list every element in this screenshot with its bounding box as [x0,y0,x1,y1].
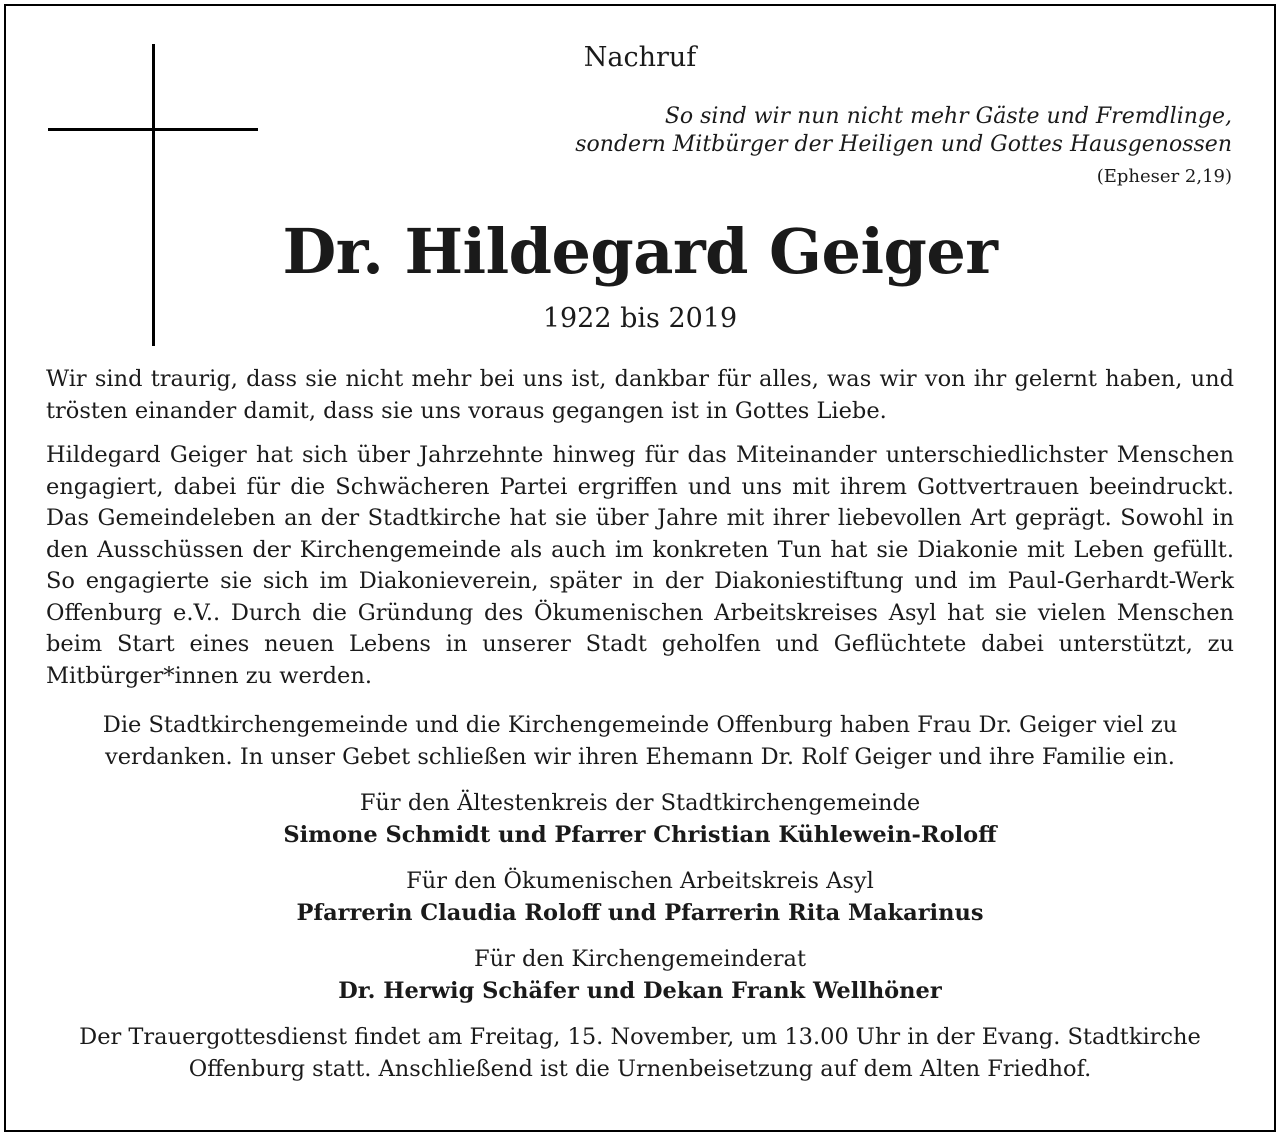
bible-quote [472,103,1232,159]
paragraph-2: Hildegard Geiger hat sich über Jahrzehnte hinweg für das Miteinander unterschiedlichster Menschen engagiert, dabei für die Schwächeren Partei ergriffen und uns mit ihrem Gottvertrauen beeindruckt. Das Gemeindeleben an der Stadtkirche hat sie über Jahre mit ihrer liebevollen Art geprägt. Sowohl in den Ausschüssen der Kirchengemeinde als auch im konkreten Tun hat sie Diakonie mit Leben gefüllt. So engagierte sie sich im Diakonieverein, später in der Diakoniestiftung und im Paul-Gerhardt-Werk Offenburg e.V.. Durch die Gründung des Ökumenischen Arbeitskreises Asyl hat sie vielen Menschen beim Start eines neuen Lebens in unserer Stadt geholfen und Geflüchtete dabei unterstützt, zu Mitbürger*innen zu werden. [46,442,1234,689]
notice-heading: Nachruf [583,42,697,73]
paragraph-3: Die Stadtkirchengemeinde und die Kirchengemeinde Offenburg haben Frau Dr. Geiger viel zu verdanken. In unser Gebet schließen wir ihren Ehemann Dr. Rolf Geiger und ihre Familie ein. [102,712,1178,770]
signatory-group: Für den Ältestenkreis der Stadtkirchengemeinde [359,790,921,816]
bible-quote-line-1: So sind wir nun nicht mehr Gäste und Fremdlinge, [664,104,1232,129]
signatory-block-3 [0,944,1280,1007]
signatory-group: Für den Kirchengemeinderat [473,946,807,972]
bible-quote-reference: (Epheser 2,19) [1096,166,1232,187]
life-years: 1922 bis 2019 [542,303,738,334]
cross-icon-vertical [152,44,155,346]
signatory-names: Dr. Herwig Schäfer und Dekan Frank Wellhöner [338,977,942,1004]
paragraph-1: Wir sind traurig, dass sie nicht mehr bei uns ist, dankbar für alles, was wir von ihr gelernt haben, und trösten einander damit, dass sie uns voraus gegangen ist in Gottes Liebe. [46,366,1234,424]
signatory-block-2 [0,866,1280,929]
bible-quote-line-2: sondern Mitbürger der Heiligen und Gottes Hausgenossen [575,132,1232,157]
service-info-line-2: Offenburg statt. Anschließend ist die Urnenbeisetzung auf dem Alten Friedhof. [188,1055,1092,1082]
cross-icon-horizontal [48,128,258,131]
service-info-line-1: Der Trauergottesdienst findet am Freitag, 15. November, um 13.00 Uhr in der Evang. Stadtkirche [79,1024,1201,1050]
deceased-name: Dr. Hildegard Geiger [282,215,998,288]
service-info [46,1022,1234,1085]
signatory-group: Für den Ökumenischen Arbeitskreis Asyl [406,868,874,894]
signatory-names: Simone Schmidt und Pfarrer Christian Kühlewein-Roloff [283,821,997,848]
signatory-names: Pfarrerin Claudia Roloff und Pfarrerin Rita Makarinus [296,899,984,926]
signatory-block-1 [0,788,1280,851]
